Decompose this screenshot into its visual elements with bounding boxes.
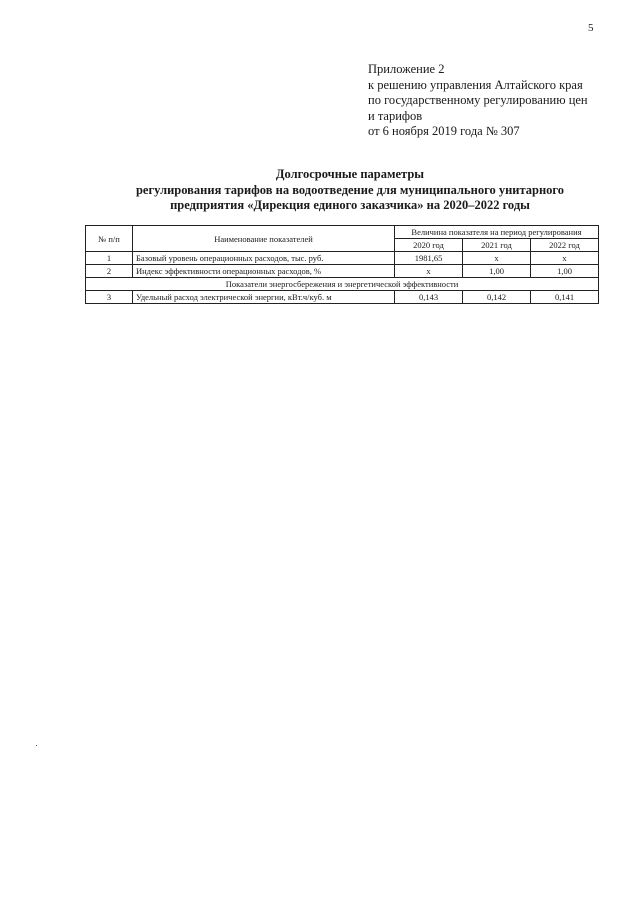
appendix-block	[368, 62, 618, 140]
row-value: 1981,65	[395, 252, 463, 265]
row-value: 0,143	[395, 291, 463, 304]
appendix-line: и тарифов	[368, 108, 423, 123]
table-row	[86, 265, 599, 278]
row-name: Удельный расход электрической энергии, кВт.ч/куб. м	[133, 291, 395, 304]
title-line: Долгосрочные параметры	[275, 167, 425, 181]
row-value: 1,00	[531, 265, 599, 278]
table-header-row	[86, 226, 599, 239]
section-heading: Показатели энергосбережения и энергетической эффективности	[86, 278, 599, 291]
page-number: 5	[588, 22, 594, 34]
appendix-line: к решению управления Алтайского края	[368, 77, 583, 92]
header-year-2021: 2021 год	[463, 239, 531, 252]
row-value: 1,00	[463, 265, 531, 278]
row-num: 2	[86, 265, 133, 278]
row-num: 3	[86, 291, 133, 304]
table-section-row	[86, 278, 599, 291]
title-line: регулирования тарифов на водоотведение для муниципального унитарного	[135, 182, 565, 197]
appendix-line: от 6 ноября 2019 года № 307	[368, 124, 520, 138]
appendix-line: по государственному регулированию цен	[368, 93, 588, 107]
row-value: 0,141	[531, 291, 599, 304]
header-year-2022: 2022 год	[531, 239, 599, 252]
header-num: № п/п	[86, 226, 133, 252]
row-value: 0,142	[463, 291, 531, 304]
document-title	[60, 167, 639, 214]
row-name: Индекс эффективности операционных расходов, %	[133, 265, 395, 278]
header-name: Наименование показателей	[133, 226, 395, 252]
table-row	[86, 252, 599, 265]
title-line: предприятия «Дирекция единого заказчика» на 2020–2022 годы	[170, 198, 530, 212]
row-num: 1	[86, 252, 133, 265]
row-value: х	[531, 252, 599, 265]
header-period: Величина показателя на период регулирования	[395, 226, 599, 239]
header-year-2020: 2020 год	[395, 239, 463, 252]
table-row	[86, 291, 599, 304]
row-value: х	[395, 265, 463, 278]
row-value: х	[463, 252, 531, 265]
parameters-table	[85, 225, 599, 304]
row-name: Базовый уровень операционных расходов, тыс. руб.	[133, 252, 395, 265]
appendix-line: Приложение 2	[368, 62, 445, 76]
scan-speck	[36, 745, 37, 746]
